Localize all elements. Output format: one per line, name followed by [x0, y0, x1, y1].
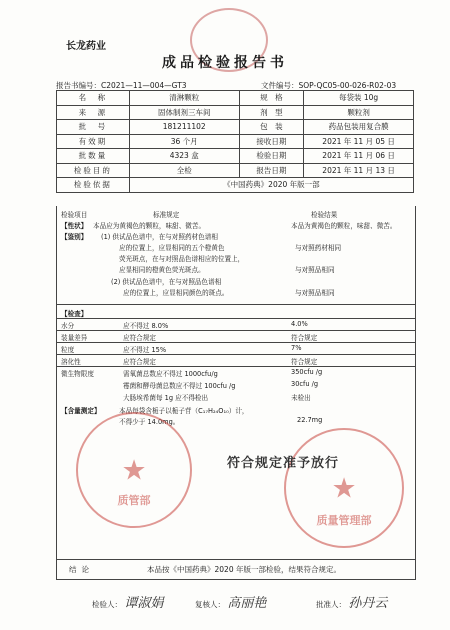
dosage-form-value: 颗粒剂: [304, 105, 414, 120]
check-std: 应不得过 15%: [123, 346, 167, 354]
assay-line-2: 不得少于 14.0mg。: [119, 418, 180, 426]
approver-block: [316, 592, 387, 611]
check-std: 需氧菌总数应不得过 1000cfu/g: [123, 370, 218, 378]
check-result: 4.0%: [291, 320, 308, 328]
stamp-text: 质管部: [117, 494, 151, 507]
check-row: [61, 344, 411, 354]
star-icon: ★: [121, 453, 147, 487]
check-std: 霉菌和酵母菌总数应不得过 100cfu /g: [123, 382, 236, 390]
table-row: [57, 134, 414, 149]
inspector-label: 检验人：: [92, 600, 122, 609]
package-label: 包 装: [239, 120, 304, 135]
assay-row: [61, 405, 411, 415]
traits-label: 【性状】: [61, 222, 88, 230]
company-name: 长龙药业: [66, 41, 106, 52]
conclusion-row: [56, 559, 416, 580]
basis-label: 检验依据: [57, 178, 130, 193]
purpose-label: 检验目的: [57, 163, 130, 178]
basis-value: 《中国药典》2020 年版一部: [129, 178, 413, 193]
quantity-label: 批数量: [57, 149, 130, 164]
table-row: [57, 120, 414, 135]
test-date-value: 2021 年 11 月 06 日: [304, 149, 414, 164]
source-label: 来 源: [57, 105, 130, 120]
approver-signature: 孙丹云: [348, 596, 388, 611]
approver-label: 批准人：: [316, 600, 346, 609]
check-row: [61, 368, 411, 378]
source-value: 固体制剂三车间: [129, 105, 239, 120]
table-row: [57, 91, 414, 106]
check-item: 装量差异: [61, 334, 88, 342]
check-row: [61, 320, 411, 330]
check-item: 微生物限度: [61, 370, 94, 378]
inspector-block: [92, 592, 163, 611]
check-std: 应符合规定: [123, 334, 156, 342]
divider: [57, 366, 415, 367]
quantity-value: 4323 盒: [129, 149, 239, 164]
ident-line-6: 应的位置上，应显相同颜色的斑点。: [123, 289, 229, 297]
conclusion-text: 本品按《中国药典》2020 年版一部检验，结果符合规定。: [147, 565, 341, 574]
purpose-value: 全检: [129, 163, 239, 178]
ident-result-1: 与对照药材相同: [295, 244, 342, 252]
check-result: 350cfu /g: [291, 368, 323, 376]
name-value: 清淋颗粒: [129, 91, 239, 106]
ident-row: [61, 231, 411, 241]
ident-line-3: 荧光斑点，在与对照品色谱相应的位置上，: [119, 255, 245, 263]
stamp-text: 质量管理部: [316, 514, 372, 527]
receive-date-label: 接收日期: [239, 134, 304, 149]
col-std-header: 标准规定: [153, 211, 180, 219]
check-result: 符合规定: [291, 334, 318, 342]
qc-department-stamp: [76, 412, 192, 528]
conclusion-label: 结论: [69, 565, 94, 574]
assay-result: 22.7mg: [297, 416, 323, 424]
check-result: 7%: [291, 344, 302, 352]
name-label: 名 称: [57, 91, 130, 106]
report-date-value: 2021 年 11 月 13 日: [304, 163, 414, 178]
reviewer-block: [195, 592, 266, 611]
test-date-label: 检验日期: [239, 149, 304, 164]
inspector-signature: 谭淑娟: [124, 596, 164, 611]
ident-line-5: (2) 供试品色谱中，在与对照品色谱相: [111, 278, 222, 286]
product-info-table: [56, 90, 414, 193]
divider: [57, 318, 415, 319]
validity-value: 36 个月: [129, 134, 239, 149]
check-item: 粒度: [61, 346, 75, 354]
exam-label: 【检查】: [61, 310, 88, 318]
table-row: [57, 105, 414, 120]
traits-result: 本品为黄褐色的颗粒，味甜、微苦。: [291, 222, 397, 230]
reviewer-signature: 高丽艳: [227, 596, 267, 611]
check-std: 应符合规定: [123, 358, 156, 366]
batch-value: 181211102: [129, 120, 239, 135]
assay-label: 【含量测定】: [61, 407, 101, 415]
traits-std: 本品应为黄褐色的颗粒，味甜、微苦。: [93, 222, 206, 230]
divider: [57, 354, 415, 355]
check-result: 符合规定: [291, 358, 318, 366]
divider: [57, 330, 415, 331]
ident-line-1: (1) 供试品色谱中，在与对照药材色谱相: [101, 233, 218, 241]
ident-result-3: 与对照品相同: [295, 289, 335, 297]
table-row: [57, 163, 414, 178]
column-headers: [61, 209, 411, 219]
col-item-header: 检验项目: [61, 211, 88, 219]
quality-management-stamp: [284, 428, 404, 548]
check-row: [61, 356, 411, 366]
validity-label: 有效期: [57, 134, 130, 149]
report-number: 报告书编号：C2021—11—004—GT3: [56, 81, 187, 90]
check-row: [61, 332, 411, 342]
ident-line-2: 应的位置上，应显相同的五个橙黄色: [119, 244, 225, 252]
ident-result-2: 与对照品相同: [295, 266, 335, 274]
package-value: 药品包装用复合膜: [304, 120, 414, 135]
check-std: 大肠埃希菌每 1g 应不得检出: [123, 394, 209, 402]
file-number: 文件编号：SOP-QC05-00-026-R02-03: [261, 81, 397, 90]
ident-line-4: 应显相同的橙黄色荧光斑点。: [119, 266, 205, 274]
spec-label: 规 格: [239, 91, 304, 106]
divider: [57, 342, 415, 343]
page-title: 成品检验报告书: [162, 55, 288, 71]
reviewer-label: 复核人：: [195, 600, 225, 609]
col-result-header: 检验结果: [311, 211, 338, 219]
report-date-label: 报告日期: [239, 163, 304, 178]
assay-line-1: 本品每袋含栀子以栀子苷（C₁₇H₂₄O₁₀）计，: [119, 407, 249, 415]
table-row: [57, 149, 414, 164]
check-item: 水分: [61, 322, 75, 330]
batch-label: 批 号: [57, 120, 130, 135]
receive-date-value: 2021 年 11 月 05 日: [304, 134, 414, 149]
spec-value: 每袋装 10g: [304, 91, 414, 106]
check-std: 应不得过 8.0%: [123, 322, 169, 330]
traits-row: [61, 220, 411, 230]
ident-label: 【鉴别】: [61, 233, 88, 241]
divider: [57, 304, 415, 305]
dosage-form-label: 剂 型: [239, 105, 304, 120]
check-item: 溶化性: [61, 358, 81, 366]
star-icon: ★: [331, 471, 357, 505]
table-row: [57, 178, 414, 193]
check-result: 未检出: [291, 394, 311, 402]
release-stamp: 符合规定准予放行: [227, 456, 340, 471]
check-result: 30cfu /g: [291, 380, 319, 388]
